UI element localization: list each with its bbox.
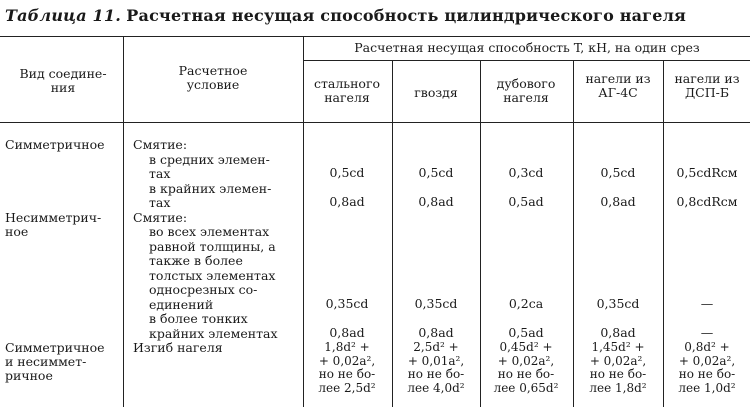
condition-bending: Изгиб нагеля (133, 340, 223, 355)
condition-all-1: во всех элементах (149, 224, 270, 239)
value-thin-ag4s: 0,8ad (600, 325, 636, 340)
table-title (5, 6, 686, 25)
value-edge-oak: 0,5ad (508, 194, 544, 209)
header-joint-type: Вид соедине- ния (19, 66, 107, 95)
condition-all-4: толстых элементах (149, 268, 276, 283)
column-divider-5 (573, 60, 574, 407)
column-divider-4 (480, 60, 481, 407)
header-bottom-rule (0, 122, 750, 123)
header-ag4s-dowel: нагели из АГ-4С (585, 71, 651, 100)
value-all-nail: 0,35cd (414, 296, 458, 311)
condition-all-2: равной толщины, а (149, 239, 276, 254)
value-middle-oak: 0,3cd (508, 165, 544, 180)
condition-edge-1: в крайних элемен- (149, 181, 272, 196)
header-oak-dowel: дубового нагеля (496, 76, 556, 105)
value-edge-dsp: 0,8cdRсм (676, 194, 738, 209)
value-bending-dsp: 0,8d² + + 0,02a², но не бо- лее 1,0d² (678, 340, 736, 395)
value-edge-steel: 0,8ad (329, 194, 365, 209)
table-caption: Расчетная несущая способность цилиндрического нагеля (126, 6, 687, 25)
value-all-ag4s: 0,35cd (596, 296, 640, 311)
value-middle-dsp: 0,5cdRсм (676, 165, 738, 180)
value-middle-steel: 0,5cd (329, 165, 365, 180)
condition-thin-1: в более тонких (149, 311, 248, 326)
column-divider-3 (392, 60, 393, 407)
value-all-steel: 0,35cd (325, 296, 369, 311)
value-bending-ag4s: 1,45d² + + 0,02a², но не бо- лее 1,8d² (589, 340, 647, 395)
condition-all-3: также в более (149, 253, 243, 268)
column-divider-1 (123, 36, 124, 407)
value-middle-nail: 0,5cd (418, 165, 454, 180)
value-thin-steel: 0,8ad (329, 325, 365, 340)
condition-all-5: односрезных со- (149, 282, 258, 297)
value-thin-oak: 0,5ad (508, 325, 544, 340)
header-dsp-dowel: нагели из ДСП-Б (674, 71, 740, 100)
top-rule (0, 36, 750, 37)
condition-crushing-2: Смятие: (133, 210, 188, 225)
header-capacity-group: Расчетная несущая способность T, кН, на один срез (354, 40, 700, 55)
condition-crushing-1: Смятие: (133, 137, 188, 152)
joint-type-asymmetric: Несимметрич- ное (5, 210, 102, 239)
value-all-oak: 0,2ca (508, 296, 544, 311)
value-bending-nail: 2,5d² + + 0,01a², но не бо- лее 4,0d² (407, 340, 465, 395)
condition-middle-2: тах (149, 166, 171, 181)
header-condition: Расчетное условие (178, 63, 248, 92)
value-edge-nail: 0,8ad (418, 194, 454, 209)
value-bending-oak: 0,45d² + + 0,02a², но не бо- лее 0,65d² (493, 340, 559, 395)
value-bending-steel: 1,8d² + + 0,02a², но не бо- лее 2,5d² (318, 340, 376, 395)
joint-type-symmetric: Симметричное (5, 137, 105, 152)
value-edge-ag4s: 0,8ad (600, 194, 636, 209)
value-thin-nail: 0,8ad (418, 325, 454, 340)
joint-type-both: Симметричное и несиммет- ричное (5, 340, 105, 383)
value-thin-dsp: — (700, 325, 714, 340)
header-steel-dowel: стального нагеля (313, 76, 381, 105)
table-number: Таблица 11. (5, 6, 121, 25)
header-nail: гвоздя (414, 85, 458, 100)
value-all-dsp: — (700, 296, 714, 311)
condition-middle-1: в средних элемен- (149, 152, 270, 167)
value-middle-ag4s: 0,5cd (600, 165, 636, 180)
column-divider-2 (303, 36, 304, 407)
column-divider-6 (663, 60, 664, 407)
condition-all-6: единений (149, 297, 214, 312)
group-header-rule (303, 60, 750, 61)
condition-thin-2: крайних элементах (149, 326, 278, 341)
condition-edge-2: тах (149, 195, 171, 210)
